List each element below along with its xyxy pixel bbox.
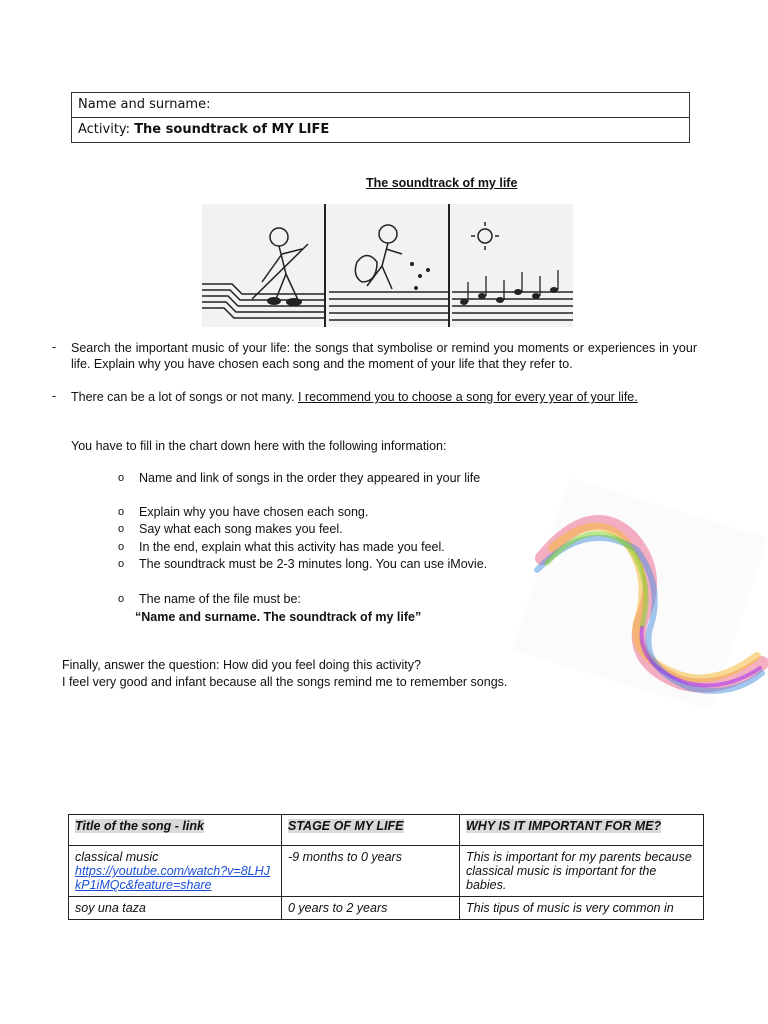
bullet-dash: - <box>52 389 57 403</box>
col-header-title <box>69 815 282 846</box>
song-title: classical music <box>75 850 159 864</box>
sub-item-text: The soundtrack must be 2-3 minutes long. You can use iMovie. <box>139 557 488 571</box>
cell-stage: -9 months to 0 years <box>282 846 460 897</box>
songs-table <box>68 814 704 920</box>
table-header-row <box>69 815 704 846</box>
song-title: soy una taza <box>75 901 146 915</box>
sub-item-text: Name and link of songs in the order they appeared in your life <box>139 471 481 485</box>
stick-figures-illustration <box>202 204 573 327</box>
intro-text: You have to fill in the chart down here with the following information: <box>71 439 447 453</box>
col-header-why-text: WHY IS IT IMPORTANT FOR ME? <box>466 819 662 833</box>
list-marker: o <box>118 523 125 535</box>
list-marker: o <box>118 558 125 570</box>
file-name: “Name and surname. The soundtrack of my life” <box>135 610 422 624</box>
col-header-title-text: Title of the song - link <box>75 819 204 833</box>
page-title: The soundtrack of my life <box>366 176 518 190</box>
bullet-dash: - <box>52 340 57 354</box>
col-header-why <box>460 815 704 846</box>
header-box <box>71 92 690 143</box>
activity-value: The soundtrack of MY LIFE <box>134 122 330 137</box>
name-row <box>72 93 689 117</box>
activity-label: Activity: <box>78 122 135 137</box>
name-label: Name and surname: <box>78 97 211 112</box>
col-header-stage <box>282 815 460 846</box>
question-text: Finally, answer the question: How did you feel doing this activity? <box>62 658 421 672</box>
list-marker: o <box>118 593 125 605</box>
sub-item-text: The name of the file must be: <box>139 592 301 606</box>
sub-item-text: In the end, explain what this activity has made you feel. <box>139 540 445 554</box>
cell-title <box>69 897 282 920</box>
table-row <box>69 846 704 897</box>
col-header-stage-text: STAGE OF MY LIFE <box>288 819 404 833</box>
cell-title <box>69 846 282 897</box>
sub-item-text: Say what each song makes you feel. <box>139 522 343 536</box>
bullet-songs <box>71 389 697 405</box>
table-row <box>69 897 704 920</box>
list-marker: o <box>118 506 125 518</box>
bullet-recommend: I recommend you to choose a song for every year of your life. <box>297 390 638 404</box>
list-marker: o <box>118 472 125 484</box>
song-link[interactable]: https://youtube.com/watch?v=8LHJkP1iMQc&feature=share <box>75 864 270 892</box>
cell-why: This is important for my parents because classical music is important for the babies. <box>460 846 704 897</box>
cell-why: This tipus of music is very common in <box>460 897 704 920</box>
file-name-value: Name and surname. The soundtrack of my life <box>141 610 415 624</box>
bullet-songs-text: There can be a lot of songs or not many. <box>71 390 298 404</box>
list-marker: o <box>118 541 125 553</box>
sub-item-text: Explain why you have chosen each song. <box>139 505 369 519</box>
activity-row <box>72 117 689 142</box>
colorful-notes-image <box>512 478 768 710</box>
answer-text: I feel very good and infant because all the songs remind me to remember songs. <box>62 675 508 689</box>
bullet-search: Search the important music of your life: the songs that symbolise or remind you moments or experiences in your life. Explain why you have chosen each song and the moment of your life that they refer to. <box>71 341 697 372</box>
cell-stage: 0 years to 2 years <box>282 897 460 920</box>
